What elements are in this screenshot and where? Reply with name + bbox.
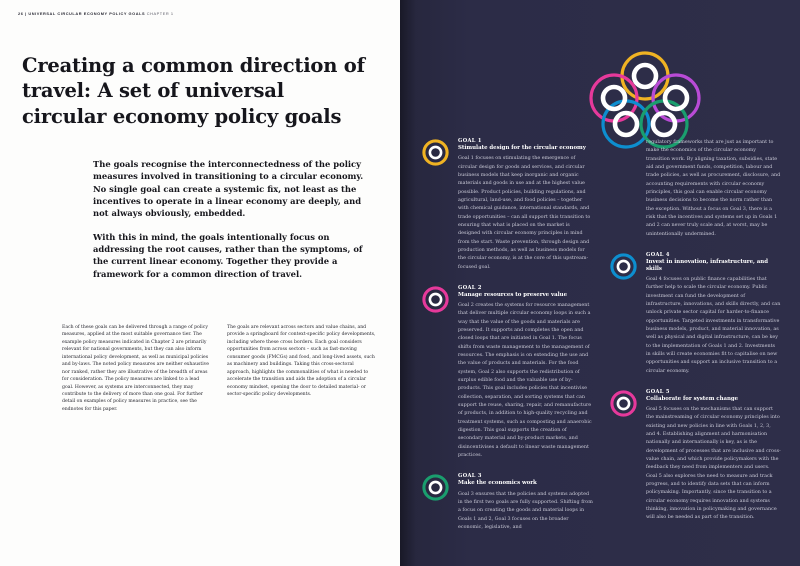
goal-2-heading: Manage resources to preserve value bbox=[458, 291, 567, 298]
goal-5-ring-icon bbox=[610, 390, 637, 417]
page-gutter-shadow bbox=[400, 0, 416, 566]
goal-3-heading: Make the economics work bbox=[458, 480, 537, 487]
goal-columns bbox=[422, 138, 782, 531]
goal-2-body-text: Goal 2 creates the systems for resource management that deliver multiple circular economy loops in such a way that the value of the goods and materials are preserved. It supports and completes the open and closed loops that are initiated in Goal 1. The focus shifts from waste management to the management of resources. The emphasis is on extending the use and the value of products and materials. For the food system, Goal 2 also supports the redistribution of surplus edible food and the valuable use of by-products. This goal includes policies that incentivise collection, separation, and sorting systems that can support the reuse, sharing, repair, and remanufacture of products, in addition to high-quality recycling and treatment systems, such as composting and anaerobic digestion. This goal supports the creation of secondary material and by-product markets, and disincentivises a default to linear waste management practices. bbox=[458, 302, 592, 458]
goal-5-body-text: Goal 5 focuses on the mechanisms that can support the mainstreaming of circular economy principles into existing and new policies in line with Goals 1, 2, 3, and 4. Establishing alignment and harmonisation nationally and internationally is key, as is the development of processes that are inclusive and cross-value chain, and which provide policymakers with the feedback they need from implementers and users. Goal 5 also explores the need to measure and track progress, and to identify data sets that can inform policymaking. Importantly, since the transition to a circular economy requires innovation and systems thinking, innovation in policymaking and governance will also be needed as part of the transition. bbox=[646, 406, 781, 521]
goal-3-ring-icon bbox=[422, 474, 449, 501]
goal-1-heading: Stimulate design for the circular economy bbox=[458, 145, 586, 151]
page-title: Creating a common direction of travel: A set of universal circular economy policy goals bbox=[22, 54, 365, 128]
goal-item-5 bbox=[610, 389, 781, 522]
intro-block bbox=[93, 158, 376, 280]
goal-item-1 bbox=[422, 138, 593, 271]
goal-2-text bbox=[458, 285, 593, 459]
goal-item-3 bbox=[422, 473, 593, 531]
goal-2-body bbox=[458, 301, 593, 459]
intro-paragraph-1: The goals recognise the interconnectedness of the policy measures involved in transitioning to a circular economy. No single goal can create a systemic fix, not least as the incentives to operate in a linear economy are deeply, and not always obviously, embedded. bbox=[93, 159, 364, 219]
running-head-publication: UNIVERSAL CIRCULAR ECONOMY POLICY GOALS bbox=[28, 11, 146, 16]
goal-1-kicker: GOAL 1 bbox=[458, 138, 482, 144]
goal-5-heading: Collaborate for system change bbox=[646, 395, 739, 402]
goal-4-body-text: Goal 4 focuses on public finance capabilities that further help to scale the circular economy. Public investment can fund the development of infrastructure, innovations, and skills directly, and can unlock private sector capital for harder-to-finance opportunities. Targeted investments in transformative business models, product, and material innovation, as well as physical and digital infrastructure, can be key to the implementation of Goals 1 and 2. Investments in skills will create economies fit to capitalise on new opportunities and support an inclusive transition to a circular economy. bbox=[646, 275, 781, 374]
running-head bbox=[18, 11, 174, 16]
circular-goals-flower-graphic bbox=[580, 48, 710, 152]
running-head-separator: | bbox=[25, 11, 27, 16]
goal-4-heading: Invest in innovation, infrastructure, and skills bbox=[646, 258, 768, 272]
goal-item-2 bbox=[422, 285, 593, 459]
body-column-right bbox=[227, 324, 376, 413]
goal-5-body bbox=[646, 405, 781, 522]
goal-1-text bbox=[458, 138, 593, 271]
goal-3-text bbox=[458, 473, 593, 531]
flower-ring-yellow bbox=[622, 53, 668, 99]
goal-5-kicker: GOAL 5 bbox=[646, 388, 670, 395]
running-head-chapter: CHAPTER 1 bbox=[146, 11, 174, 16]
goal-5-text bbox=[646, 389, 781, 522]
goal-3-body bbox=[458, 490, 593, 532]
running-head-page-number: 26 bbox=[18, 11, 24, 16]
goal-1-body-text: Goal 1 focuses on stimulating the emergence of circular design for goods and services, and circular business models that keep inorganic and organic materials and goods in use and at the highest value possible. Product policies, building regulations, and agricultural, land-use, and food policies – together with chemical guidance, international standards, and trade opportunities – can all support this transition to ensuring that what is placed on the market is designed with circular economy principles in mind from the start. Waste prevention, through design and production methods, as well as business models for the circular economy, is at the core of this upstream-focused goal. bbox=[458, 155, 591, 270]
goal-column-2 bbox=[610, 138, 781, 531]
body-column-right-text: The goals are relevant across sectors and value chains, and provide a springboard for context-specific policy developments, including where these cross borders. Each goal considers opportunities from across sectors – such as fast-moving consumer goods (FMCGs) and food, and long-lived assets, such as machinery and buildings. Taking this cross-sectoral approach, highlights the commonalities of what is needed to accelerate the transition and aids the adoption of a circular economy mindset, opening the door to detailed material- or sector-specific policy developments. bbox=[227, 325, 376, 397]
goal-4-text bbox=[646, 252, 781, 375]
goal-3-continuation-text: regulatory frameworks that are just as important to make the economics of the circular economy transition work. By aligning taxation, subsidies, state aid and government funds, competition, labour and trade policies, as well as procurement, disclosure, and accounting requirements with circular economy principles, this goal can enable circular economy business decisions to become the norm rather than the exception. Without a focus on Goal 3, there is a risk that the incentives and systems set up in Goals 1 and 2 can never truly scale and, at worst, may be unintentionally undermined. bbox=[646, 139, 781, 237]
goal-4-ring-icon bbox=[610, 253, 637, 280]
goal-4-kicker: GOAL 4 bbox=[646, 251, 670, 258]
body-columns bbox=[62, 324, 376, 413]
goal-4-body bbox=[646, 275, 781, 375]
goal-3-kicker: GOAL 3 bbox=[458, 473, 482, 480]
body-column-left bbox=[62, 324, 211, 413]
goal-3-body-text: Goal 3 ensures that the policies and systems adopted in the first two goals are fully supported. Shifting from a focus on creating the goods and material loops in Goals 1 and 2, Goal 3 focuses on the broader economic, legislative, and bbox=[458, 490, 593, 530]
body-column-left-text: Each of these goals can be delivered through a range of policy measures, applied at the most suitable governance tier. The example policy measures indicated in Chapter 2 are primarily relevant for national governments, but they can also inform international policy development, as well as municipal policies and by-laws. The noted policy measures are neither exhaustive nor ranked, rather they are illustrative of the breadth of areas for consideration. The policy measures are linked to a lead goal. However, as systems are interconnected, they may contribute to the delivery of more than one goal. For further detail on examples of policy measures in practice, see the endnotes for this paper. bbox=[62, 325, 210, 412]
goal-2-kicker: GOAL 2 bbox=[458, 284, 482, 291]
goal-1-body bbox=[458, 154, 593, 271]
right-page bbox=[400, 0, 800, 566]
goal-2-ring-icon bbox=[422, 286, 449, 313]
intro-paragraph-2: With this in mind, the goals intentionally focus on addressing the root causes, rather than the symptoms, of the current linear economy. Together they provide a framework for a common direction of travel. bbox=[93, 231, 363, 279]
goal-item-4 bbox=[610, 252, 781, 375]
goal-1-ring-icon bbox=[422, 139, 449, 166]
goal-column-1 bbox=[422, 138, 593, 531]
